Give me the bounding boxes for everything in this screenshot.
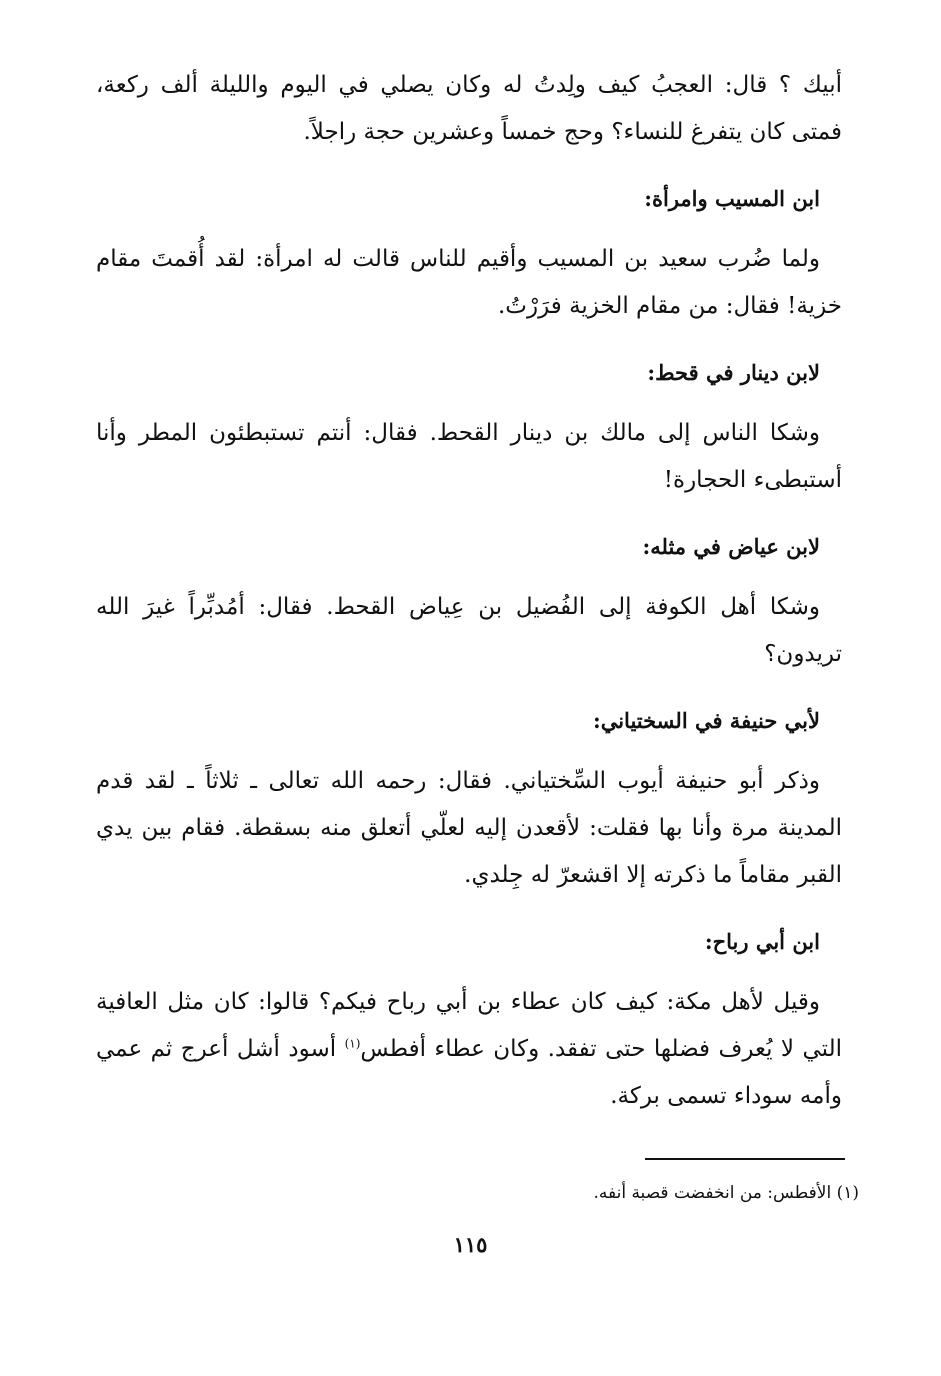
section-paragraph: وشكا أهل الكوفة إلى الفُضيل بن عِياض القحط. فقال: أمُدبِّراً غيرَ الله تريدون؟ (96, 594, 842, 667)
section-ibn-al-musayyib (96, 184, 842, 330)
section-paragraph: وشكا الناس إلى مالك بن دينار القحط. فقال: أنتم تستبطئون المطر وأنا أستبطىء الحجارة! (96, 420, 842, 493)
footnote-reference: (١) (344, 1036, 361, 1051)
footnote-divider (645, 1158, 845, 1160)
section-heading: ابن المسيب وامرأة: (644, 186, 820, 211)
section-paragraph: وذكر أبو حنيفة أيوب السِّختياني. فقال: رحمه الله تعالى ـ ثلاثاً ـ لقد قدم المدينة مرة وأنا بها فقلت: لأقعدن إليه لعلّي أتعلق منه بسقطة. فقام بين يدي القبر مقاماً ما ذكرته إلا اقشعرّ له جِلدي. (96, 768, 842, 888)
page-body (96, 62, 842, 1120)
section-ibn-abi-rabah (96, 927, 842, 1120)
section-paragraph: ولما ضُرب سعيد بن المسيب وأقيم للناس قالت له امرأة: لقد أُقمتَ مقام خزية! فقال: من مقام الخزية فرَرْتُ. (96, 246, 842, 319)
section-heading: لابن دينار في قحط: (647, 360, 820, 385)
section-paragraph (96, 979, 842, 1120)
section-ibn-dinar (96, 358, 842, 504)
page-number: ١١٥ (453, 1232, 488, 1257)
section-heading: ابن أبي رباح: (704, 929, 820, 954)
footnote: (١) الأفطس: من انخفضت قصبة أنفه. (593, 1183, 859, 1203)
opening-paragraph: أبيك ؟ قال: العجبُ كيف ولِدتُ له وكان يصلي في اليوم والليلة ألف ركعة، فمتى كان يتفرغ للنساء؟ وحج خمساً وعشرين حجة راجلاً. (96, 72, 842, 145)
paragraph-text: وقيل لأهل مكة: كيف كان عطاء بن أبي رباح فيكم؟ قالوا: كان مثل العافية التي لا يُعرف فضلها حتى تفقد. وكان عطاء أفطس (96, 989, 842, 1062)
section-heading: لابن عياض في مثله: (642, 534, 820, 559)
section-abu-hanifa (96, 706, 842, 899)
paragraph-text: أسود أشل أعرج ثم عمي وأمه سوداء تسمى بركة. (96, 1036, 842, 1109)
section-ibn-iyad (96, 532, 842, 678)
section-heading: لأبي حنيفة في السختياني: (592, 708, 820, 733)
